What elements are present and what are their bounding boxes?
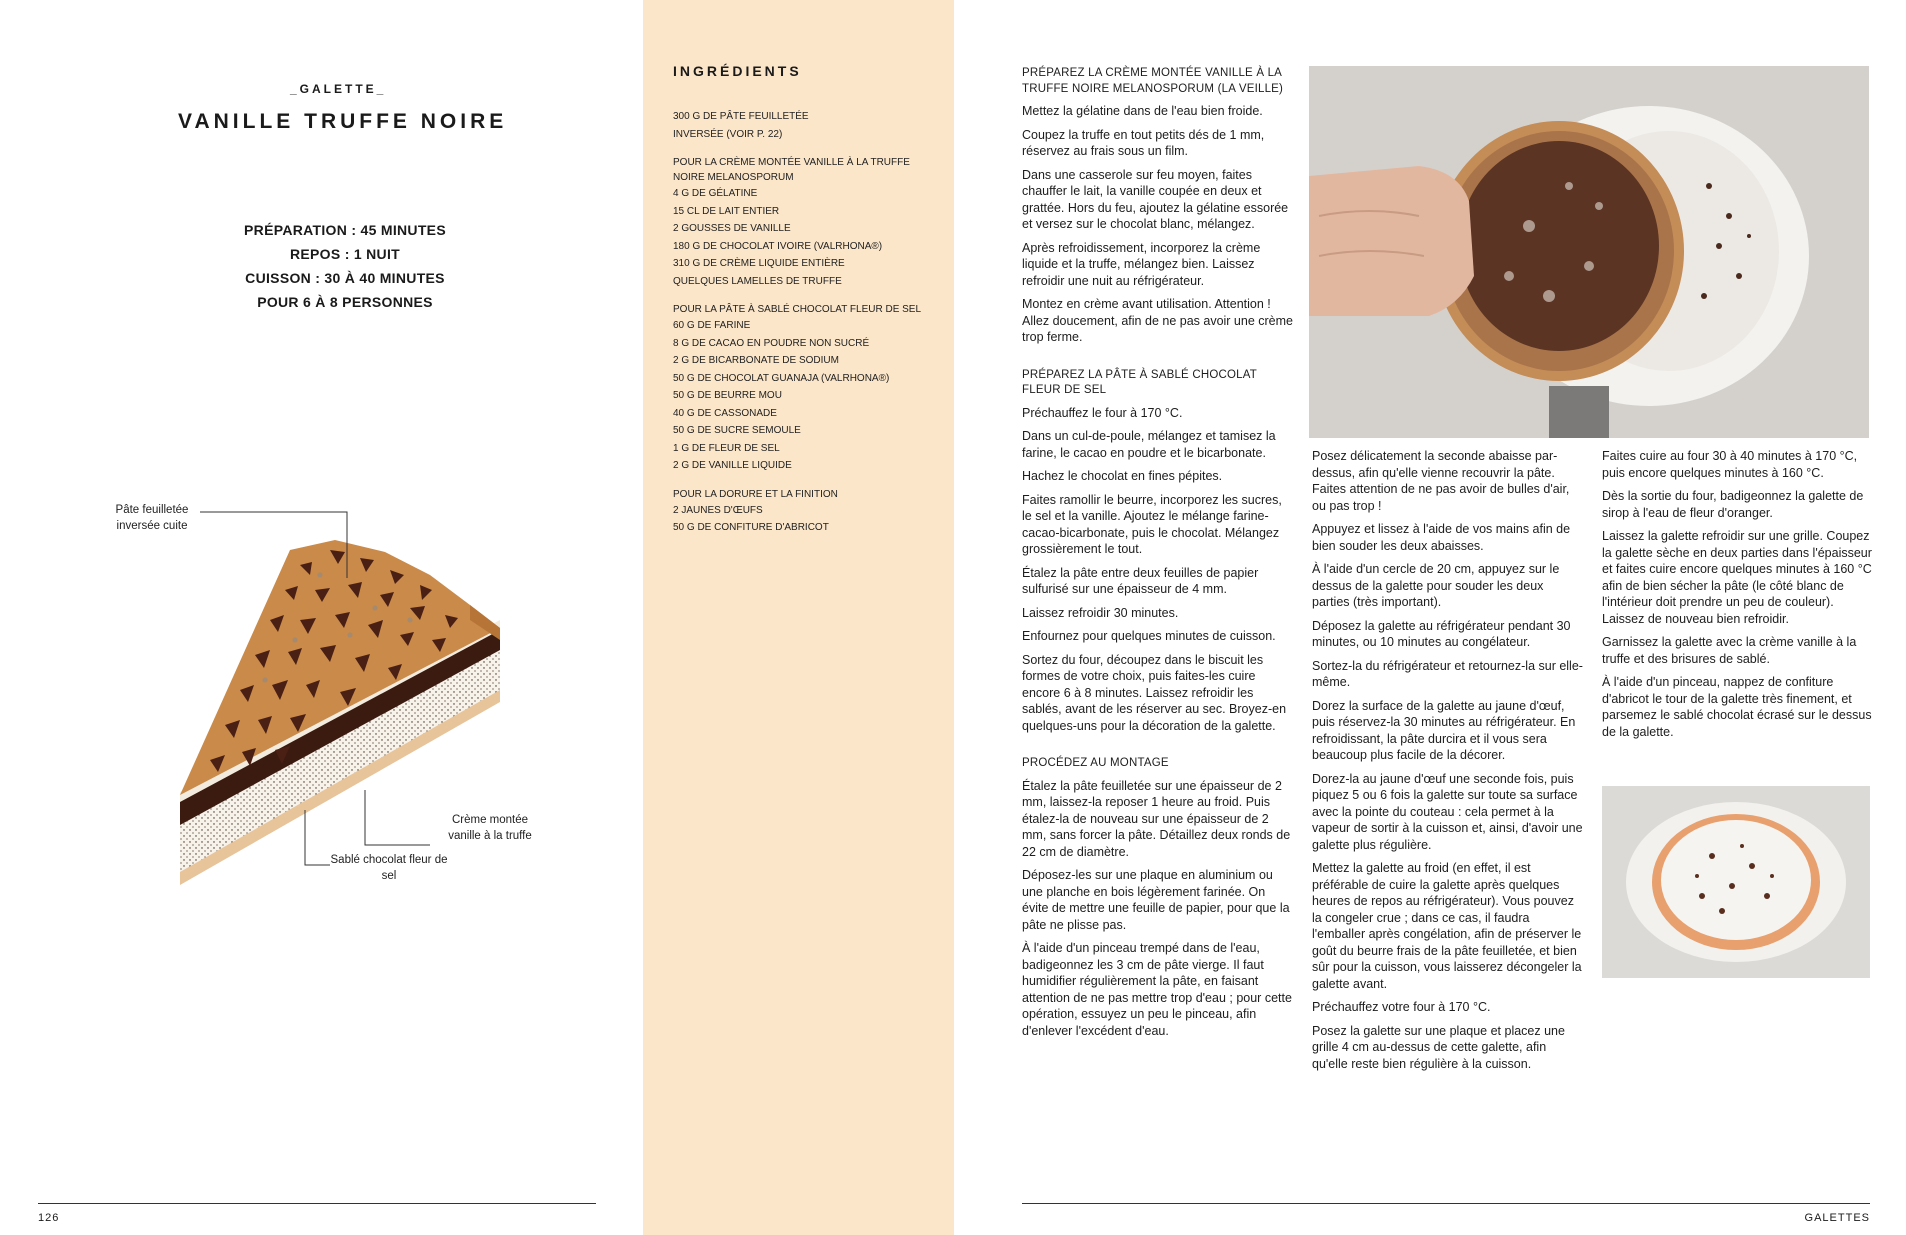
ingredient-line: 50 G DE CONFITURE D'ABRICOT	[673, 522, 829, 533]
label-creme: Crème montée vanille à la truffe	[448, 814, 532, 842]
recipe-title: VANILLE TRUFFE NOIRE	[178, 110, 508, 133]
ingredient-line: 40 G DE CASSONADE	[673, 407, 777, 419]
step-heading: PRÉPAREZ LA CRÈME MONTÉE VANILLE À LA TRUFFE NOIRE MELANOSPORUM (LA VEILLE)	[1022, 67, 1284, 95]
step-paragraph: Étalez la pâte entre deux feuilles de papier sulfurisé sur une épaisseur de 4 mm.	[1022, 565, 1259, 596]
step-heading: PRÉPAREZ LA PÂTE À SABLÉ CHOCOLAT FLEUR DE SEL	[1022, 368, 1257, 396]
ingredient-line: QUELQUES LAMELLES DE TRUFFE	[673, 275, 842, 287]
step-paragraph: Sortez-la du réfrigérateur et retournez-la sur elle-même.	[1312, 658, 1583, 689]
step-paragraph: Déposez la galette au réfrigérateur pendant 30 minutes, ou 10 minutes au congélateur.	[1312, 618, 1571, 649]
step-paragraph: Préchauffez votre four à 170 °C.	[1312, 1000, 1491, 1014]
rest-time: REPOS : 1 NUIT	[290, 246, 400, 262]
folio-rule-left	[38, 1203, 596, 1204]
page-number: 126	[38, 1212, 60, 1224]
ingredient-line: 180 G DE CHOCOLAT IVOIRE (VALRHONA®)	[673, 240, 883, 252]
section-footer: GALETTES	[1804, 1212, 1870, 1224]
step-paragraph: Posez la galette sur une plaque et placez une grille 4 cm au-dessus de cette galette, afin qu'elle reste bien régulière à la cuisson.	[1312, 1023, 1565, 1071]
instructions-column-3	[1602, 448, 1874, 747]
step-paragraph: Montez en crème avant utilisation. Attention ! Allez doucement, afin de ne pas avoir une crème trop ferme.	[1022, 297, 1293, 344]
ingredient-group-head: POUR LA PÂTE À SABLÉ CHOCOLAT FLEUR DE SEL	[673, 304, 922, 315]
step-paragraph: Dorez la surface de la galette au jaune d'œuf, puis réservez-la 30 minutes au réfrigérateur. En refroidissant, la pâte durcira et il vous sera beaucoup plus facile de la décorer.	[1312, 698, 1576, 762]
step-paragraph: À l'aide d'un pinceau, nappez de confiture d'abricot le tour de la galette très finement, et parsemez le sablé chocolat écrasé sur le dessus de la galette.	[1602, 675, 1872, 739]
step-paragraph: Après refroidissement, incorporez la crème liquide et la truffe, mélangez bien. Laissez refroidir une nuit au réfrigérateur.	[1022, 240, 1261, 288]
step-paragraph: Dans un cul-de-poule, mélangez et tamisez la farine, le cacao en poudre et le bicarbonate.	[1022, 429, 1276, 460]
step-paragraph: Faites ramollir le beurre, incorporez les sucres, le sel et la vanille. Ajoutez le mélange farine-cacao-bicarbonate, puis le chocolat. Mélangez grossièrement le tout.	[1022, 492, 1282, 556]
step-paragraph: Sortez du four, découpez dans le biscuit les formes de votre choix, puis faites-les cuire encore 6 à 8 minutes. Laissez refroidir les sablés, avant de les réserver au sec. Broyez-en quelques-uns pour la décoration de la galette.	[1022, 652, 1287, 733]
ingredient-group	[673, 487, 933, 537]
galette-hand-photo	[1309, 66, 1869, 438]
step-paragraph: Étalez la pâte feuilletée sur une épaisseur de 2 mm, laissez-la reposer 1 heure au froid. Puis étalez-la de nouveau sur une épaisseur de 2 mm, sans forcer la pâte. Détaillez deux ronds de 22 cm de diamètre.	[1022, 778, 1291, 859]
step-paragraph: Préchauffez le four à 170 °C.	[1022, 405, 1183, 420]
step-paragraph: À l'aide d'un pinceau trempé dans de l'eau, badigeonnez les 3 cm de pâte vierge. Il faut humidifier régulièrement la pâte, en faisant attention de ne pas mettre trop d'eau ; pour cette opération, essuyez un peu le pinceau, afin d'enlever l'excédent d'eau.	[1022, 941, 1292, 1038]
ingredient-line: 1 G DE FLEUR DE SEL	[673, 442, 780, 454]
step-paragraph: Laissez refroidir 30 minutes.	[1022, 605, 1179, 620]
finished-galette-photo	[1602, 786, 1870, 978]
right-page	[954, 0, 1906, 1235]
recipe-meta	[200, 218, 490, 314]
ingredient-group-head: POUR LA CRÈME MONTÉE VANILLE À LA TRUFFE NOIRE MELANOSPORUM	[673, 157, 910, 183]
label-sable: Sablé chocolat fleur de sel	[330, 854, 448, 882]
ingredients-list	[673, 108, 933, 549]
label-pate: Pâte feuilletée inversée cuite	[115, 504, 189, 532]
left-page	[0, 0, 643, 1235]
step-paragraph: Dès la sortie du four, badigeonnez la galette de sirop à l'eau de fleur d'oranger.	[1602, 489, 1864, 520]
ingredient-line: INVERSÉE (VOIR P. 22)	[673, 128, 783, 140]
step-paragraph: Faites cuire au four 30 à 40 minutes à 170 °C, puis encore quelques minutes à 160 °C.	[1602, 449, 1858, 480]
ingredient-group	[673, 155, 933, 290]
step-paragraph: Enfournez pour quelques minutes de cuisson.	[1022, 629, 1276, 643]
step-paragraph: Mettez la gélatine dans de l'eau bien froide.	[1022, 104, 1263, 118]
step-paragraph: Garnissez la galette avec la crème vanille à la truffe et des brisures de sablé.	[1602, 635, 1857, 666]
ingredient-group	[673, 302, 933, 475]
step-paragraph: Dans une casserole sur feu moyen, faites chauffer le lait, la vanille coupée en deux et grattée. Hors du feu, ajoutez la gélatine essorée et versez sur le chocolat blanc, mélangez.	[1022, 167, 1289, 231]
step-paragraph: Laissez la galette refroidir sur une grille. Coupez la galette sèche en deux parties dans l'épaisseur et faites cuire encore quelques minutes à 160 °C afin de bien sécher la pâte (le côté blanc de l'intérieur doit prendre un peu de couleur). Laissez de nouveau bien refroidir.	[1602, 529, 1872, 626]
ingredient-line: 50 G DE BEURRE MOU	[673, 390, 782, 401]
instructions-column-1	[1022, 66, 1294, 1046]
step-paragraph: Hachez le chocolat en fines pépites.	[1022, 469, 1223, 483]
ingredient-line: 50 G DE CHOCOLAT GUANAJA (VALRHONA®)	[673, 372, 890, 384]
step-paragraph: Posez délicatement la seconde abaisse par-dessus, afin qu'elle vienne recouvrir la pâte. Faites attention de ne pas avoir de bulles d'air, ou pas trop !	[1312, 449, 1570, 513]
step-paragraph: À l'aide d'un cercle de 20 cm, appuyez sur le dessus de la galette pour souder les deux parties (très important).	[1312, 562, 1560, 609]
ingredient-line: 2 GOUSSES DE VANILLE	[673, 223, 791, 234]
ingredient-line: 2 G DE VANILLE LIQUIDE	[673, 460, 792, 471]
ingredients-title: INGRÉDIENTS	[673, 63, 802, 79]
ingredient-line: 8 G DE CACAO EN POUDRE NON SUCRÉ	[673, 337, 870, 349]
ingredient-line: 50 G DE SUCRE SEMOULE	[673, 425, 801, 436]
prep-time: PRÉPARATION : 45 MINUTES	[244, 222, 446, 238]
cook-time: CUISSON : 30 À 40 MINUTES	[245, 270, 445, 286]
recipe-category: _GALETTE_	[290, 82, 387, 96]
ingredient-group-head: POUR LA DORURE ET LA FINITION	[673, 488, 838, 500]
ingredient-group	[673, 108, 933, 143]
folio-rule-right	[1022, 1203, 1870, 1204]
step-paragraph: Appuyez et lissez à l'aide de vos mains afin de bien souder les deux abaisses.	[1312, 522, 1571, 553]
step-paragraph: Mettez la galette au froid (en effet, il est préférable de cuire la galette après quelques heures de repos au réfrigérateur). Vous pouvez la congeler crue ; dans ce cas, il faudra l'emballer après congélation, afin de préserver le goût du beurre frais de la pâte feuilletée, et bien sûr pour la cuisson, vous laisserez décongeler la galette avant.	[1312, 861, 1582, 991]
ingredient-line: 300 G DE PÂTE FEUILLETÉE	[673, 111, 809, 122]
ingredient-line: 310 G DE CRÈME LIQUIDE ENTIÈRE	[673, 258, 845, 269]
ingredient-line: 2 G DE BICARBONATE DE SODIUM	[673, 355, 839, 366]
servings: POUR 6 À 8 PERSONNES	[257, 294, 433, 310]
ingredient-line: 2 JAUNES D'ŒUFS	[673, 504, 763, 516]
ingredient-line: 15 CL DE LAIT ENTIER	[673, 205, 780, 217]
instructions-column-2	[1312, 448, 1584, 1079]
step-paragraph: Déposez-les sur une plaque en aluminium ou une planche en bois légèrement farinée. On évite de mettre une feuille de papier, pour que la pâte ne plisse pas.	[1022, 868, 1290, 932]
ingredient-line: 4 G DE GÉLATINE	[673, 188, 758, 199]
step-paragraph: Coupez la truffe en tout petits dés de 1 mm, réservez au frais sous un film.	[1022, 127, 1265, 158]
step-paragraph: Dorez-la au jaune d'œuf une seconde fois, puis piquez 5 ou 6 fois la galette sur toute sa surface avec la pointe du couteau : cela permet à la vapeur de sortir à la cuisson et, ainsi, d'avoir une galette plus régulière.	[1312, 771, 1583, 852]
ingredient-line: 60 G DE FARINE	[673, 320, 751, 331]
step-heading: PROCÉDEZ AU MONTAGE	[1022, 757, 1169, 769]
label-leader-pate	[200, 510, 350, 580]
ingredients-panel	[643, 0, 954, 1235]
